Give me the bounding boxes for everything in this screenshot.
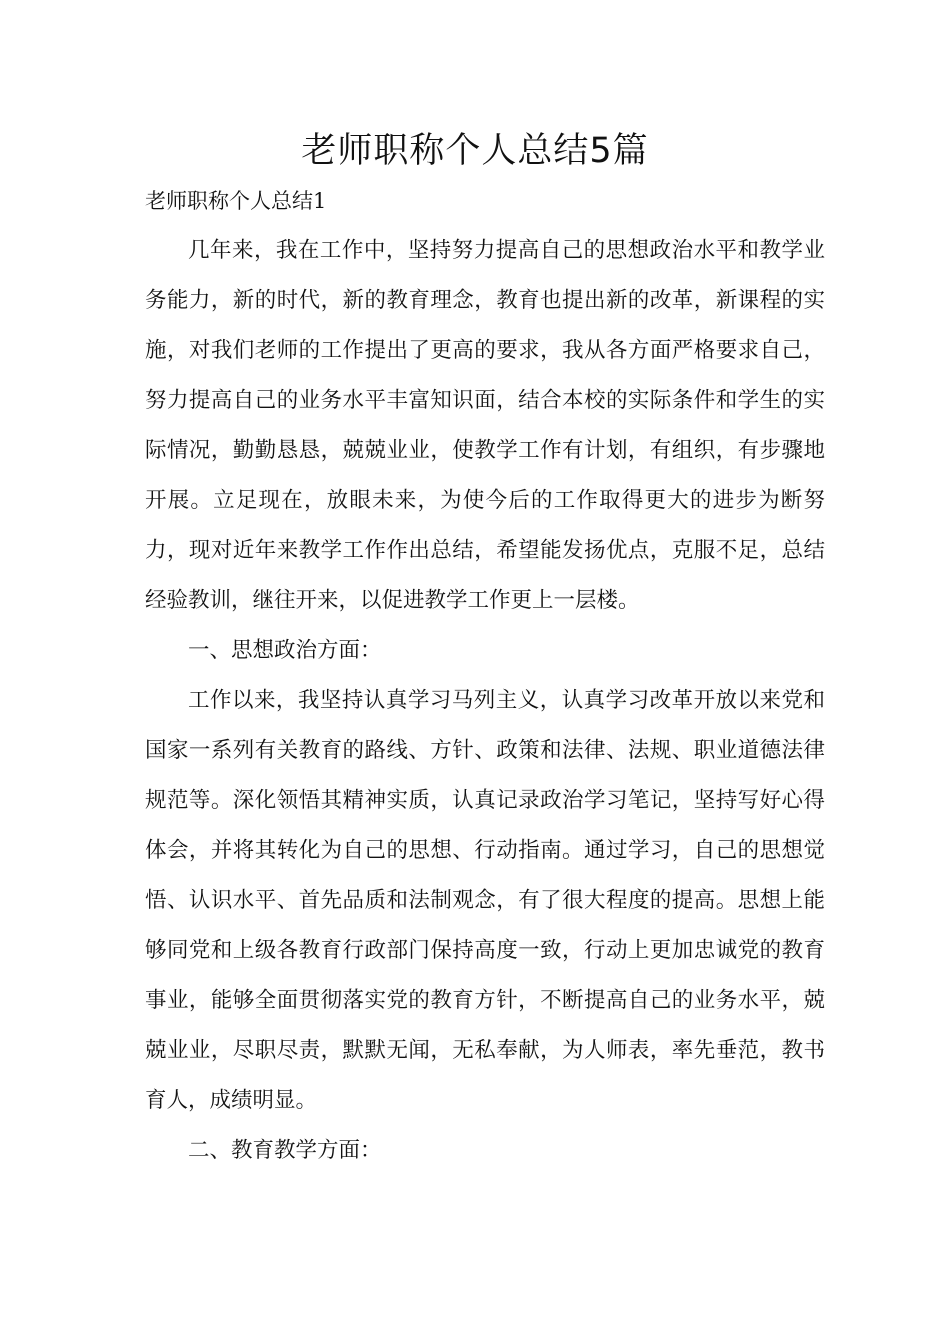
section-heading-political: 一、思想政治方面： <box>188 638 382 663</box>
paragraph-intro: 几年来，我在工作中，坚持努力提高自己的思想政治水平和教学业务能力，新的时代，新的教育理念，教育也提出新的改革，新课程的实施，对我们老师的工作提出了更高的要求，我从各方面严格要求自己，努力提高自己的业务水平丰富知识面，结合本校的实际条件和学生的实际情况，勤勤恳恳，兢兢业业，使教学工作有计划，有组织，有步骤地开展。立足现在，放眼未来，为使今后的工作取得更大的进步为断努力，现对近年来教学工作作出总结，希望能发扬优点，克服不足，总结经验教训，继往开来，以促进教学工作更上一层楼。 <box>145 238 825 613</box>
document-body <box>145 226 825 1176</box>
section-subtitle: 老师职称个人总结1 <box>145 189 327 213</box>
paragraph-political: 工作以来，我坚持认真学习马列主义，认真学习改革开放以来党和国家一系列有关教育的路线、方针、政策和法律、法规、职业道德法律规范等。深化领悟其精神实质，认真记录政治学习笔记，坚持写好心得体会，并将其转化为自己的思想、行动指南。通过学习，自己的思想觉悟、认识水平、首先品质和法制观念，有了很大程度的提高。思想上能够同党和上级各教育行政部门保持高度一致，行动上更加忠诚党的教育事业，能够全面贯彻落实党的教育方针，不断提高自己的业务水平，兢兢业业，尽职尽责，默默无闻，无私奉献，为人师表，率先垂范，教书育人，成绩明显。 <box>145 688 825 1113</box>
document-title: 老师职称个人总结5篇 <box>301 131 649 171</box>
section-heading-teaching: 二、教育教学方面： <box>188 1138 382 1163</box>
